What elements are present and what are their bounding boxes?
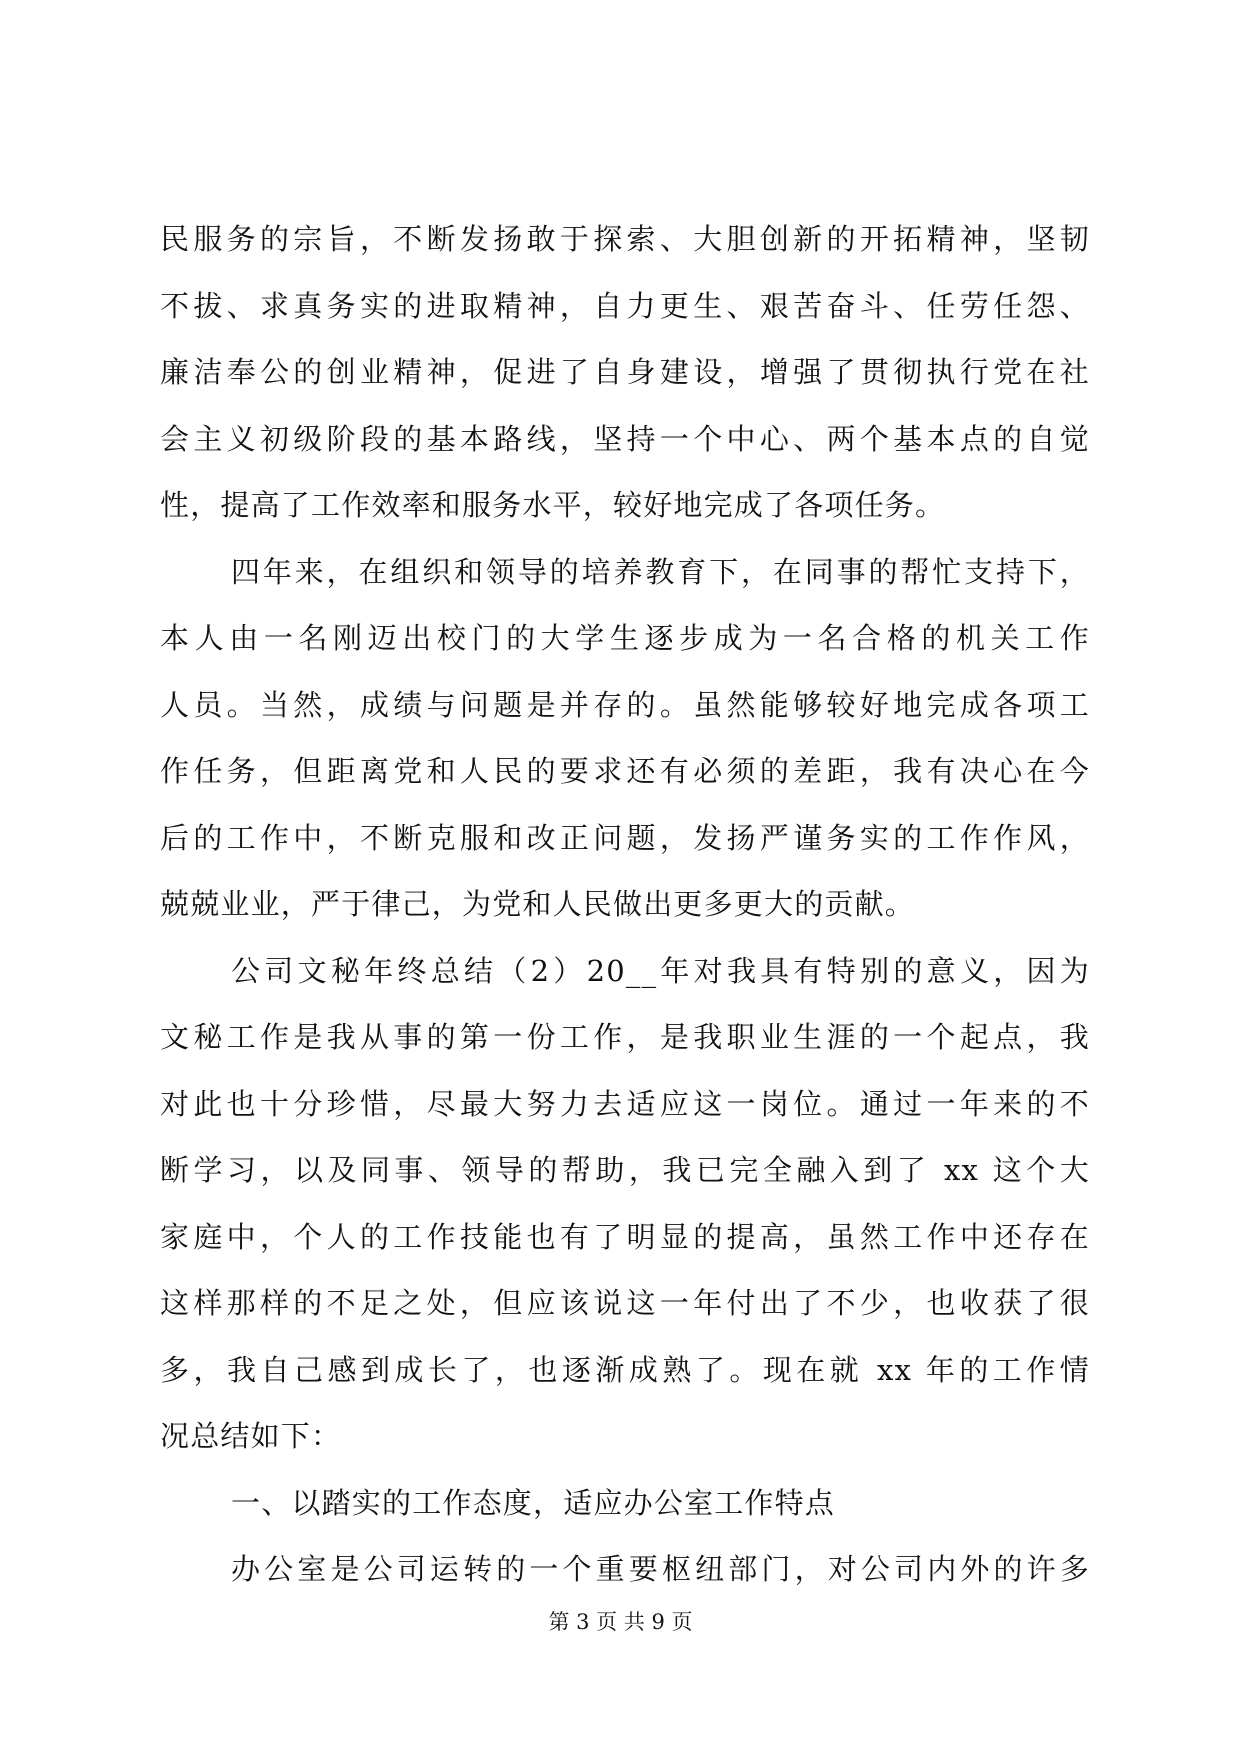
text-line: 文秘工作是我从事的第一份工作，是我职业生涯的一个起点，我: [160, 1020, 1090, 1054]
text-line: 兢兢业业，严于律己，为党和人民做出更多更大的贡献。: [160, 887, 916, 921]
text-line: 作任务，但距离党和人民的要求还有必须的差距，我有决心在今: [160, 754, 1090, 788]
paragraph-start-line: 办公室是公司运转的一个重要枢纽部门，对公司内外的许多: [231, 1552, 1090, 1586]
paragraph-start-line: 四年来，在组织和领导的培养教育下，在同事的帮忙支持下，: [231, 554, 1090, 589]
section-heading: 一、以踏实的工作态度，适应办公室工作特点: [231, 1485, 836, 1520]
text-line: 会主义初级阶段的基本路线，坚持一个中心、两个基本点的自觉: [160, 421, 1090, 456]
text-line: 这样那样的不足之处，但应该说这一年付出了不少，也收获了很: [160, 1286, 1090, 1320]
text-line: 民服务的宗旨，不断发扬敢于探索、大胆创新的开拓精神，坚韧: [160, 222, 1090, 256]
text-line: 后的工作中，不断克服和改正问题，发扬严谨务实的工作作风，: [160, 820, 1090, 855]
text-line: 况总结如下：: [160, 1419, 342, 1453]
text-line: 家庭中，个人的工作技能也有了明显的提高，虽然工作中还存在: [160, 1219, 1090, 1254]
text-line: 人员。当然，成绩与问题是并存的。虽然能够较好地完成各项工: [160, 687, 1090, 722]
page-footer: 第 3 页 共 9 页: [548, 1610, 693, 1634]
text-line: 不拔、求真务实的进取精神，自力更生、艰苦奋斗、任劳任怨、: [160, 288, 1090, 323]
text-line: 对此也十分珍惜，尽最大努力去适应这一岗位。通过一年来的不: [160, 1086, 1090, 1121]
text-line: 断学习，以及同事、领导的帮助，我已完全融入到了 xx 这个大: [160, 1153, 1090, 1187]
paragraph-start-line: 公司文秘年终总结（2）20__年对我具有特别的意义，因为: [231, 953, 1090, 988]
body-text: [160, 206, 1090, 1603]
text-line: 多，我自己感到成长了，也逐渐成熟了。现在就 xx 年的工作情: [160, 1352, 1090, 1387]
text-line: 廉洁奉公的创业精神，促进了自身建设，增强了贯彻执行党在社: [160, 355, 1090, 389]
text-line: 性，提高了工作效率和服务水平，较好地完成了各项任务。: [160, 488, 946, 522]
text-line: 本人由一名刚迈出校门的大学生逐步成为一名合格的机关工作: [160, 621, 1090, 655]
